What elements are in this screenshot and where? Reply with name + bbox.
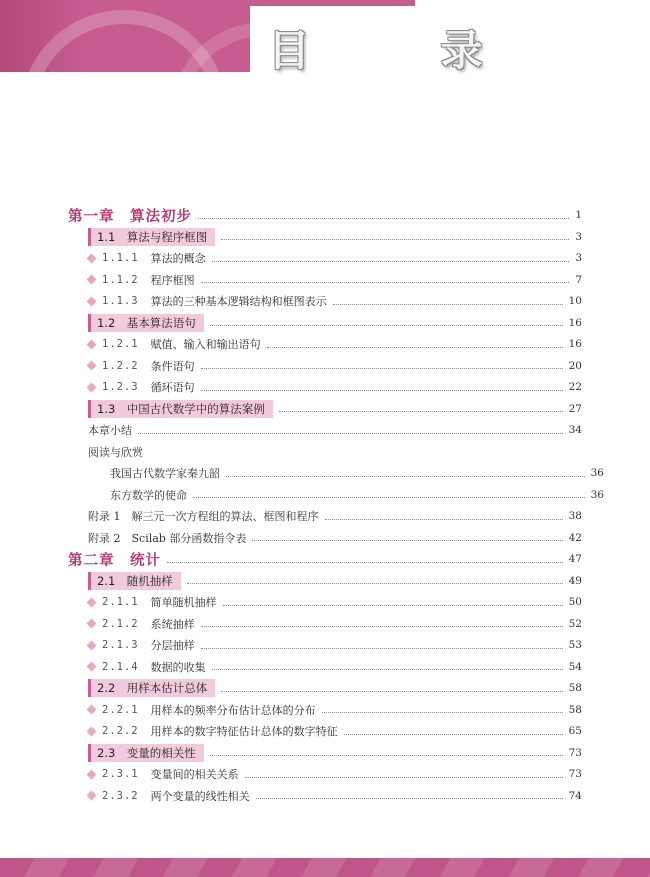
toc-entry-sub[interactable]	[88, 334, 582, 354]
section-label: 1.3 中国古代数学中的算法案例	[88, 400, 273, 418]
toc-entry-sub[interactable]	[88, 721, 582, 741]
toc-entry-section[interactable]	[88, 678, 582, 698]
dot-leader	[252, 540, 562, 541]
dot-leader	[245, 777, 563, 778]
page-number: 36	[590, 467, 604, 479]
toc-entry-misc[interactable]	[88, 420, 582, 440]
toc-entry-chapter[interactable]	[68, 549, 582, 569]
dot-leader	[198, 218, 569, 219]
page-number: 53	[568, 639, 582, 651]
diamond-bullet-icon	[87, 705, 97, 715]
toc-entry-sub[interactable]	[88, 657, 582, 677]
dot-leader	[333, 304, 563, 305]
subsection-number: 1.1.3	[102, 295, 139, 307]
subsection-label: 分层抽样	[150, 639, 195, 652]
diamond-bullet-icon	[87, 253, 97, 263]
diamond-bullet-icon	[87, 597, 97, 607]
dot-leader	[256, 798, 563, 799]
toc-entry-sub[interactable]	[88, 614, 582, 634]
diamond-bullet-icon	[87, 769, 97, 779]
page-number: 16	[568, 316, 582, 329]
section-label: 1.1 算法与程序框图	[88, 228, 215, 246]
subsection-number: 1.2.1	[102, 338, 139, 350]
diamond-bullet-icon	[87, 382, 97, 392]
entry-label: 阅读与欣赏	[88, 445, 143, 459]
page-number: 58	[568, 682, 582, 694]
section-label: 2.1 随机抽样	[88, 572, 181, 590]
toc-entry-section[interactable]	[88, 571, 582, 591]
subsection-label: 循环语句	[150, 381, 195, 394]
dot-leader	[201, 390, 563, 391]
subsection-number: 2.1.1	[102, 596, 139, 608]
dot-leader	[201, 648, 563, 649]
diamond-bullet-icon	[87, 339, 97, 349]
subsection-label: 系统抽样	[150, 617, 195, 631]
page-number: 65	[568, 725, 582, 737]
dot-leader	[325, 519, 563, 520]
chapter-label: 第一章 算法初步	[68, 207, 192, 225]
dot-leader	[201, 626, 563, 627]
subsection-number: 2.2.1	[102, 703, 139, 716]
toc-entry-section[interactable]	[88, 743, 582, 763]
page-number: 73	[568, 746, 582, 759]
toc-entry-sub[interactable]	[88, 786, 582, 806]
subsection-number: 2.3.2	[102, 789, 139, 802]
subsection-label: 数据的收集	[150, 660, 206, 674]
toc-entry-section[interactable]	[88, 227, 582, 247]
dot-leader	[212, 669, 563, 670]
entry-label: 我国古代数学家秦九韶	[110, 467, 220, 480]
page-number: 38	[568, 510, 582, 522]
dot-leader	[187, 583, 563, 584]
section-label: 2.2 用样本估计总体	[88, 679, 215, 697]
dot-leader	[322, 712, 563, 713]
entry-label: 本章小结	[88, 424, 132, 437]
subsection-number: 2.1.2	[102, 617, 139, 630]
diamond-bullet-icon	[87, 619, 97, 629]
page-number: 58	[568, 703, 582, 716]
diamond-bullet-icon	[87, 791, 97, 801]
toc-entry-sub[interactable]	[88, 248, 582, 268]
entry-label: 附录 1 解三元一次方程组的算法、框图和程序	[88, 510, 319, 523]
page-number: 52	[568, 617, 582, 630]
dot-leader	[210, 325, 563, 326]
toc-entry-sub[interactable]	[88, 356, 582, 376]
section-label: 2.3 变量的相关性	[88, 744, 204, 762]
dot-leader	[210, 755, 563, 756]
toc-entry-misc[interactable]	[88, 506, 582, 526]
toc-entry-chapter[interactable]	[68, 205, 582, 225]
dot-leader	[167, 562, 563, 563]
dot-leader	[201, 368, 563, 369]
dot-leader	[344, 734, 563, 735]
page-number: 36	[590, 488, 604, 501]
toc-entry-sub[interactable]	[88, 377, 582, 397]
subsection-label: 条件语句	[150, 359, 195, 373]
page-number: 50	[568, 596, 582, 608]
page-number: 49	[568, 574, 582, 587]
toc-entry-section[interactable]	[88, 313, 582, 333]
page-number: 34	[568, 424, 582, 436]
subsection-label: 变量间的相关关系	[150, 768, 239, 781]
footer-stripe-decoration	[0, 858, 650, 877]
page-number: 73	[568, 768, 582, 780]
subsection-number: 1.1.1	[102, 252, 139, 264]
page-number: 16	[568, 338, 582, 350]
subsection-label: 两个变量的线性相关	[150, 789, 250, 803]
toc-entry-sub[interactable]	[88, 764, 582, 784]
subsection-number: 2.2.2	[102, 725, 139, 737]
toc-entry-sub[interactable]	[88, 291, 582, 311]
toc-entry-misc[interactable]	[88, 442, 582, 462]
diamond-bullet-icon	[87, 275, 97, 285]
page-number: 20	[568, 359, 582, 372]
diamond-bullet-icon	[87, 640, 97, 650]
section-label: 1.2 基本算法语句	[88, 314, 204, 332]
entry-label: 东方数学的使命	[110, 488, 187, 502]
subsection-label: 算法的概念	[150, 252, 206, 265]
page-number: 74	[568, 789, 582, 802]
subsection-label: 简单随机抽样	[150, 596, 217, 609]
subsection-number: 2.3.1	[102, 768, 139, 780]
page-number: 7	[575, 273, 582, 286]
page-number: 27	[568, 402, 582, 415]
toc-entry-sub[interactable]	[88, 270, 582, 290]
diamond-bullet-icon	[87, 361, 97, 371]
diamond-bullet-icon	[87, 726, 97, 736]
page-number: 3	[575, 230, 582, 243]
subsection-number: 1.2.3	[102, 381, 139, 393]
dot-leader	[212, 261, 570, 262]
dot-leader	[221, 239, 569, 240]
subsection-label: 用样本的数字特征估计总体的数字特征	[150, 725, 338, 738]
diamond-bullet-icon	[87, 296, 97, 306]
dot-leader	[138, 433, 563, 434]
dot-leader	[267, 347, 563, 348]
page-number: 22	[568, 381, 582, 393]
subsection-label: 程序框图	[150, 273, 195, 287]
page-number: 54	[568, 660, 582, 673]
dot-leader	[279, 411, 563, 412]
dot-leader	[223, 605, 563, 606]
diamond-bullet-icon	[87, 662, 97, 672]
dot-leader	[221, 691, 562, 692]
toc-entry-sub[interactable]	[88, 700, 582, 720]
page-number: 3	[575, 252, 582, 264]
page-number: 1	[575, 209, 582, 221]
toc-entry-misc[interactable]	[88, 528, 582, 548]
entry-label: 附录 2 Scilab 部分函数指令表	[88, 531, 247, 545]
subsection-label: 算法的三种基本逻辑结构和框图表示	[150, 295, 327, 308]
page-number: 47	[568, 553, 582, 565]
toc-entry-sub[interactable]	[88, 592, 582, 612]
dot-leader	[226, 476, 585, 477]
dot-leader	[201, 282, 570, 283]
subsection-number: 2.1.3	[102, 639, 139, 651]
subsection-number: 2.1.4	[102, 660, 139, 673]
subsection-number: 1.1.2	[102, 273, 139, 286]
subsection-label: 用样本的频率分布估计总体的分布	[150, 703, 316, 717]
subsection-label: 赋值、输入和输出语句	[150, 338, 261, 351]
dot-leader	[193, 497, 585, 498]
footer-bar	[0, 858, 650, 877]
toc-entry-section[interactable]	[88, 399, 582, 419]
page-number: 42	[568, 531, 582, 544]
toc-entry-misc-indent[interactable]	[88, 485, 604, 505]
toc-entry-sub[interactable]	[88, 635, 582, 655]
toc-entry-misc-indent[interactable]	[88, 463, 604, 483]
page-number: 10	[568, 295, 582, 307]
page-title: 目 录	[268, 26, 541, 75]
subsection-number: 1.2.2	[102, 359, 139, 372]
chapter-label: 第二章 统计	[68, 551, 161, 569]
